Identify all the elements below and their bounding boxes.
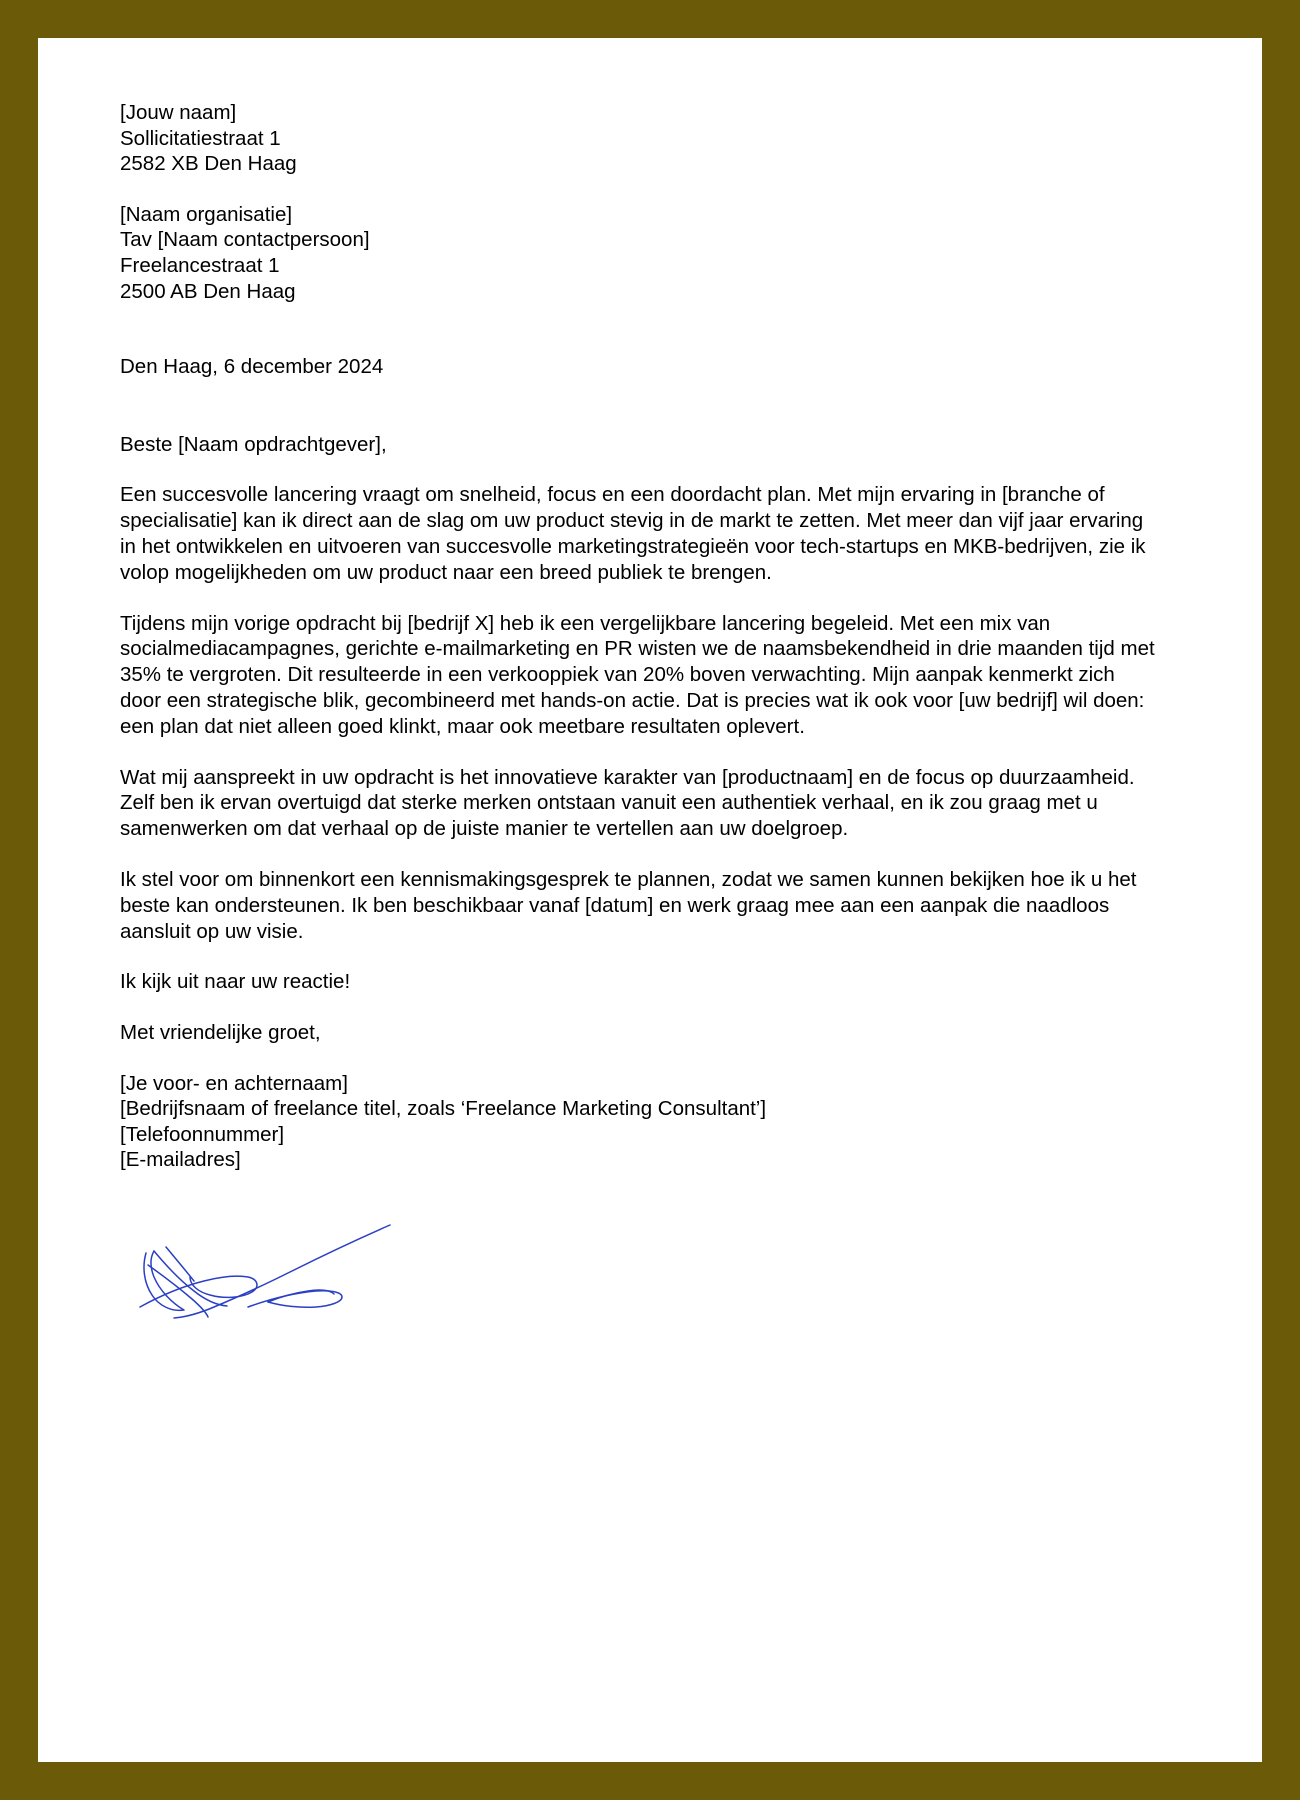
signature-phone: [Telefoonnummer] (120, 1122, 285, 1146)
closing-greeting: Met vriendelijke groet, (120, 1021, 321, 1045)
spacer-before-dateline (120, 304, 1160, 354)
spacer-after-salutation (120, 457, 1160, 482)
letter-page (38, 38, 1262, 1762)
salutation: Beste [Naam opdrachtgever], (120, 432, 387, 456)
signature-details-block (120, 1071, 1160, 1173)
signature-title: [Bedrijfsnaam of freelance titel, zoals ‘Freelance Marketing Consultant’] (120, 1097, 767, 1121)
recipient-street: Freelancestraat 1 (120, 253, 280, 277)
signature-email: [E-mailadres] (120, 1148, 241, 1172)
spacer-before-signature-block (120, 1046, 1160, 1071)
sender-city: 2582 XB Den Haag (120, 152, 297, 176)
sender-street: Sollicitatiestraat 1 (120, 126, 281, 150)
body-paragraph-4: Ik stel voor om binnenkort een kennismakingsgesprek te plannen, zodat we samen kunnen bekijken hoe ik u het beste kan ondersteunen. Ik ben beschikbaar vanaf [datum] en werk graag mee aan een aanpak die naadloos aansluit op uw visie. (120, 867, 1137, 943)
letter-content (120, 100, 1160, 1331)
signature-name: [Je voor- en achternaam] (120, 1071, 348, 1095)
recipient-city: 2500 AB Den Haag (120, 279, 296, 303)
handwritten-signature (128, 1211, 458, 1331)
body-paragraph-3: Wat mij aanspreekt in uw opdracht is het innovatieve karakter van [productnaam] en de focus op duurzaamheid. Zelf ben ik ervan overtuigd dat sterke merken ontstaan vanuit een authentiek verhaal, en ik zou graag met u samenwerken om dat verhaal op de juiste manier te vertellen aan uw doelgroep. (120, 765, 1135, 841)
sender-address-block (120, 100, 1160, 177)
recipient-attention: Tav [Naam contactpersoon] (120, 228, 370, 252)
spacer-after-sender (120, 177, 1160, 202)
spacer-before-closing (120, 995, 1160, 1020)
recipient-organisation: [Naam organisatie] (120, 202, 293, 226)
recipient-address-block (120, 202, 1160, 304)
spacer-before-salutation (120, 380, 1160, 432)
body-paragraph-1: Een succesvolle lancering vraagt om snelheid, focus en een doordacht plan. Met mijn ervaring in [branche of specialisatie] kan ik direct aan de slag om uw product stevig in de markt te zetten. Met meer dan vijf jaar ervaring in het ontwikkelen en uitvoeren van succesvolle marketingstrategieën voor tech-startups en MKB-bedrijven, zie ik volop mogelijkheden om uw product naar een breed publiek te brengen. (120, 483, 1146, 584)
signature-ink-icon (128, 1211, 458, 1331)
sender-name: [Jouw naam] (120, 101, 237, 124)
dateline: Den Haag, 6 december 2024 (120, 355, 384, 379)
body-paragraph-5: Ik kijk uit naar uw reactie! (120, 970, 351, 994)
body-paragraph-2: Tijdens mijn vorige opdracht bij [bedrijf X] heb ik een vergelijkbare lancering begeleid. Met een mix van socialmediacampagnes, gerichte e-mailmarketing en PR wisten we de naamsbekendheid in drie maanden tijd met 35% te vergroten. Dit resulteerde in een verkooppiek van 20% boven verwachting. Mijn aanpak kenmerkt zich door een strategische blik, gecombineerd met hands-on actie. Dat is precies wat ik ook voor [uw bedrijf] wil doen: een plan dat niet alleen goed klinkt, maar ook meetbare resultaten oplevert. (120, 611, 1155, 738)
